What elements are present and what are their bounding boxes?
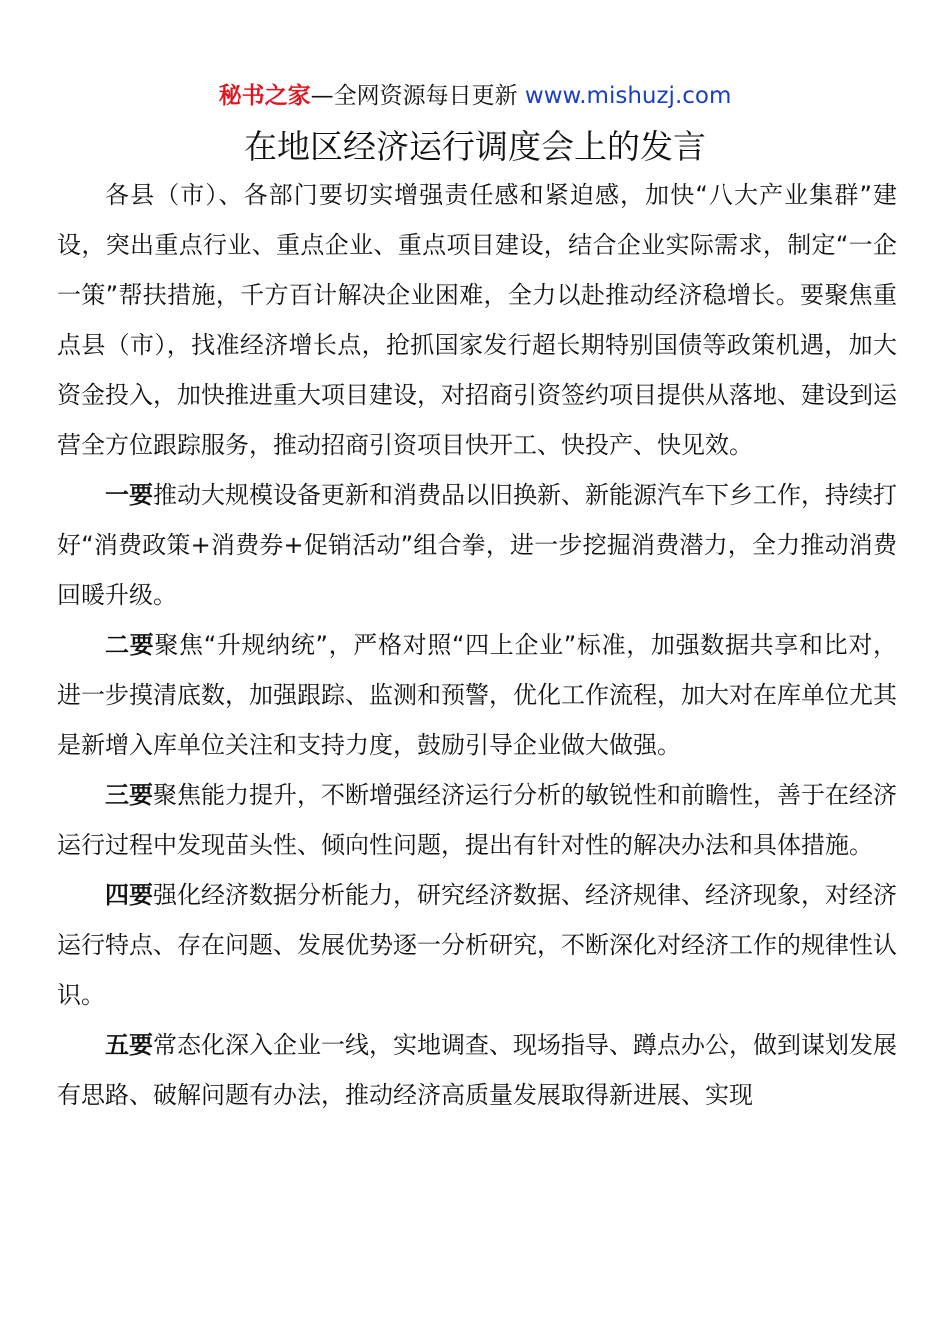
- paragraph-text: 聚焦能力提升，不断增强经济运行分析的敏锐性和前瞻性，善于在经济运行过程中发现苗头性、倾向性问题，提出有针对性的解决办法和具体措施。: [57, 781, 897, 859]
- paragraph-lead: 一要: [105, 481, 153, 509]
- paragraph-point-5: [57, 1020, 897, 1120]
- paragraph-point-3: [57, 770, 897, 870]
- paragraph-text: 聚焦“升规纳统”，严格对照“四上企业”标准，加强数据共享和比对，进一步摸清底数，加强跟踪、监测和预警，优化工作流程，加大对在库单位尤其是新增入库单位关注和支持力度，鼓励引导企业做大做强。: [57, 631, 898, 759]
- document-body: [57, 170, 897, 1120]
- brand-name: 秘书之家: [218, 83, 311, 109]
- header-tagline: —全网资源每日更新: [310, 83, 525, 109]
- paragraph-point-2: [57, 620, 897, 770]
- paragraph-text: 强化经济数据分析能力，研究经济数据、经济规律、经济现象，对经济运行特点、存在问题、发展优势逐一分析研究，不断深化对经济工作的规律性认识。: [57, 881, 897, 1009]
- document-title: 在地区经济运行调度会上的发言: [244, 127, 706, 166]
- paragraph-text: 推动大规模设备更新和消费品以旧换新、新能源汽车下乡工作，持续打好“消费政策+消费券+促销活动”组合拳，进一步挖掘消费潜力，全力推动消费回暖升级。: [57, 481, 897, 609]
- paragraph-text: 常态化深入企业一线，实地调查、现场指导、蹲点办公，做到谋划发展有思路、破解问题有办法，推动经济高质量发展取得新进展、实现: [57, 1031, 897, 1109]
- site-header: [0, 78, 950, 114]
- paragraph-lead: 二要: [105, 631, 155, 659]
- paragraph-point-1: [57, 470, 897, 620]
- paragraph-lead: 四要: [105, 881, 153, 909]
- paragraph-lead: 五要: [105, 1031, 153, 1059]
- paragraph-intro: [57, 170, 897, 470]
- paragraph-point-4: [57, 870, 897, 1020]
- site-url-link[interactable]: www.mishuzj.com: [524, 83, 732, 109]
- paragraph-lead: 三要: [105, 781, 153, 809]
- paragraph-text: 各县（市）、各部门要切实增强责任感和紧迫感，加快“八大产业集群”建设，突出重点行业、重点企业、重点项目建设，结合企业实际需求，制定“一企一策”帮扶措施，千方百计解决企业困难，全力以赴推动经济稳增长。要聚焦重点县（市），找准经济增长点，抢抓国家发行超长期特别国债等政策机遇，加大资金投入，加快推进重大项目建设，对招商引资签约项目提供从落地、建设到运营全方位跟踪服务，推动招商引资项目快开工、快投产、快见效。: [57, 181, 897, 459]
